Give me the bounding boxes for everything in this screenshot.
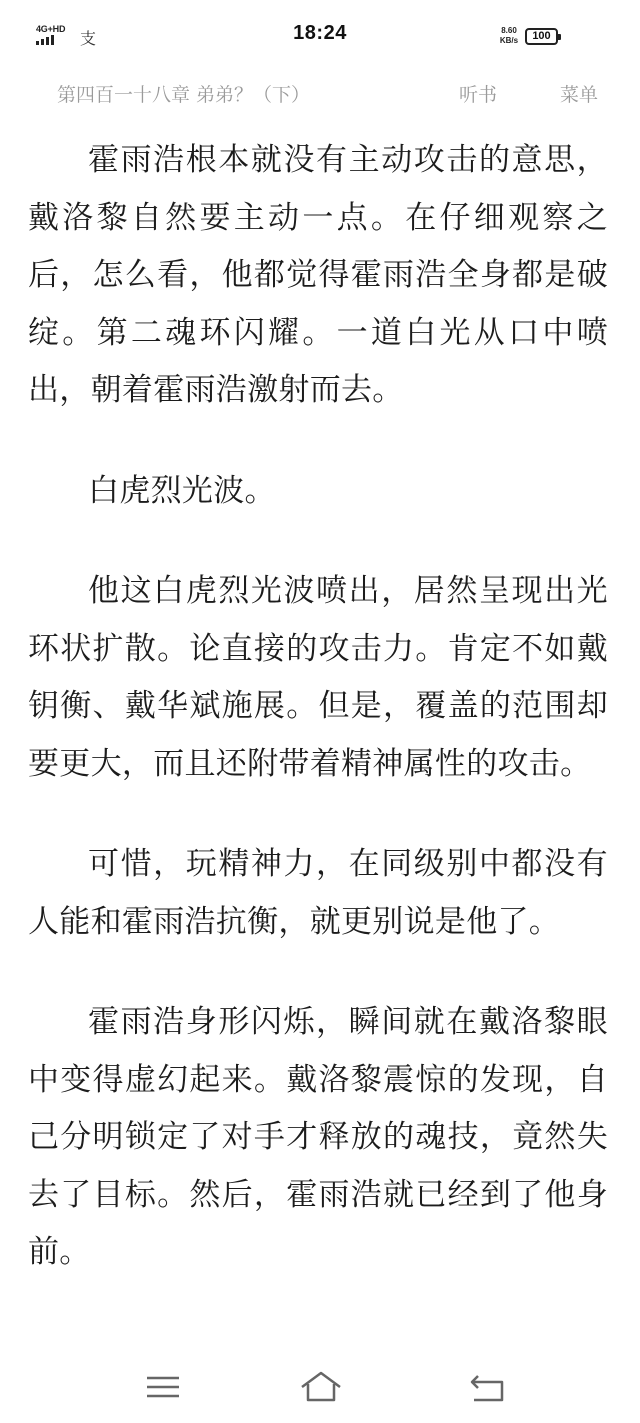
paragraph: 霍雨浩身形闪烁，瞬间就在戴洛黎眼中变得虚幻起来。戴洛黎震惊的发现，自己分明锁定了对手才释放的魂技，竟然失去了目标。然后，霍雨浩就已经到了他身前。 <box>28 1004 608 1270</box>
menu-icon[interactable] <box>143 1370 183 1406</box>
navigation-bar <box>0 1360 640 1423</box>
home-icon[interactable] <box>299 1370 339 1406</box>
clock: 18:24 <box>293 22 347 44</box>
listen-button[interactable]: 听书 <box>459 84 498 106</box>
paragraph: 可惜，玩精神力，在同级别中都没有人能和霍雨浩抗衡，就更别说是他了。 <box>28 846 608 940</box>
battery-level: 100 <box>532 30 551 42</box>
network-label: 4G+HD <box>36 24 66 34</box>
back-icon[interactable] <box>468 1370 508 1406</box>
reader-header <box>0 80 640 110</box>
menu-button[interactable]: 菜单 <box>560 84 599 106</box>
paragraph: 他这白虎烈光波喷出，居然呈现出光环状扩散。论直接的攻击力。肯定不如戴钥衡、戴华斌施展。但是，覆盖的范围却要更大，而且还附带着精神属性的攻击。 <box>28 573 608 782</box>
paragraph: 白虎烈光波。 <box>88 472 276 509</box>
network-speed-value: 8.60 <box>501 26 517 35</box>
network-speed <box>494 26 524 46</box>
chapter-content <box>28 132 608 1325</box>
status-bar <box>0 0 640 72</box>
alipay-notification-icon: 支 <box>80 31 97 48</box>
chapter-title: 第四百一十八章 弟弟？（下） <box>57 84 311 106</box>
paragraph: 霍雨浩根本就没有主动攻击的意思，戴洛黎自然要主动一点。在仔细观察之后，怎么看，他都觉得霍雨浩全身都是破绽。第二魂环闪耀。一道白光从口中喷出，朝着霍雨浩激射而去。 <box>28 142 608 408</box>
battery-icon <box>525 28 558 45</box>
network-speed-unit: KB/s <box>499 36 519 45</box>
